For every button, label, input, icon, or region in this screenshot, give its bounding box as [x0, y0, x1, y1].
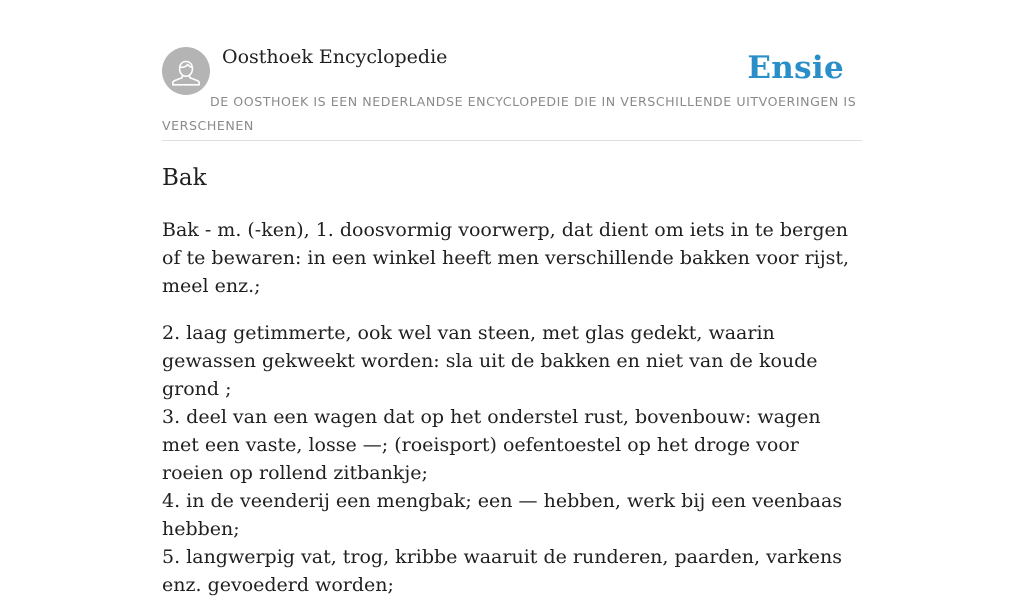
brand-logo[interactable]: Ensie — [747, 50, 844, 86]
definition-line: Bak - m. (-ken), 1. doosvormig voorwerp, dat dient om iets in te bergen of te bewaren: in een winkel heeft men verschillende bakken voor rijst, meel enz.; — [162, 219, 850, 297]
article — [162, 160, 862, 599]
definition-line: 4. in de veenderij een mengbak; een — hebben, werk bij een veenbaas hebben; — [162, 490, 843, 540]
definition-line: 5. langwerpig vat, trog, kribbe waaruit de runderen, paarden, varkens enz. gevoederd worden; — [162, 546, 843, 596]
article-paragraph — [162, 216, 862, 300]
user-outline-icon — [162, 47, 210, 95]
definition-line: 3. deel van een wagen dat op het onderstel rust, bovenbouw: wagen met een vaste, losse —; (roeisport) oefentoestel op het droge voor roeien op rollend zitbankje; — [162, 406, 821, 484]
source-title[interactable]: Oosthoek Encyclopedie — [222, 46, 448, 68]
article-title: Bak — [162, 165, 207, 191]
source-description: DE OOSTHOEK IS EEN NEDERLANDSE ENCYCLOPEDIE DIE IN VERSCHILLENDE UITVOERINGEN IS VERSCHENEN — [162, 94, 857, 133]
source-header — [162, 46, 862, 141]
definition-line: 2. laag getimmerte, ook wel van steen, met glas gedekt, waarin gewassen gekweekt worden: sla uit de bakken en niet van de koude grond ; — [162, 322, 818, 400]
article-paragraph — [162, 319, 862, 599]
source-avatar[interactable] — [162, 47, 210, 95]
